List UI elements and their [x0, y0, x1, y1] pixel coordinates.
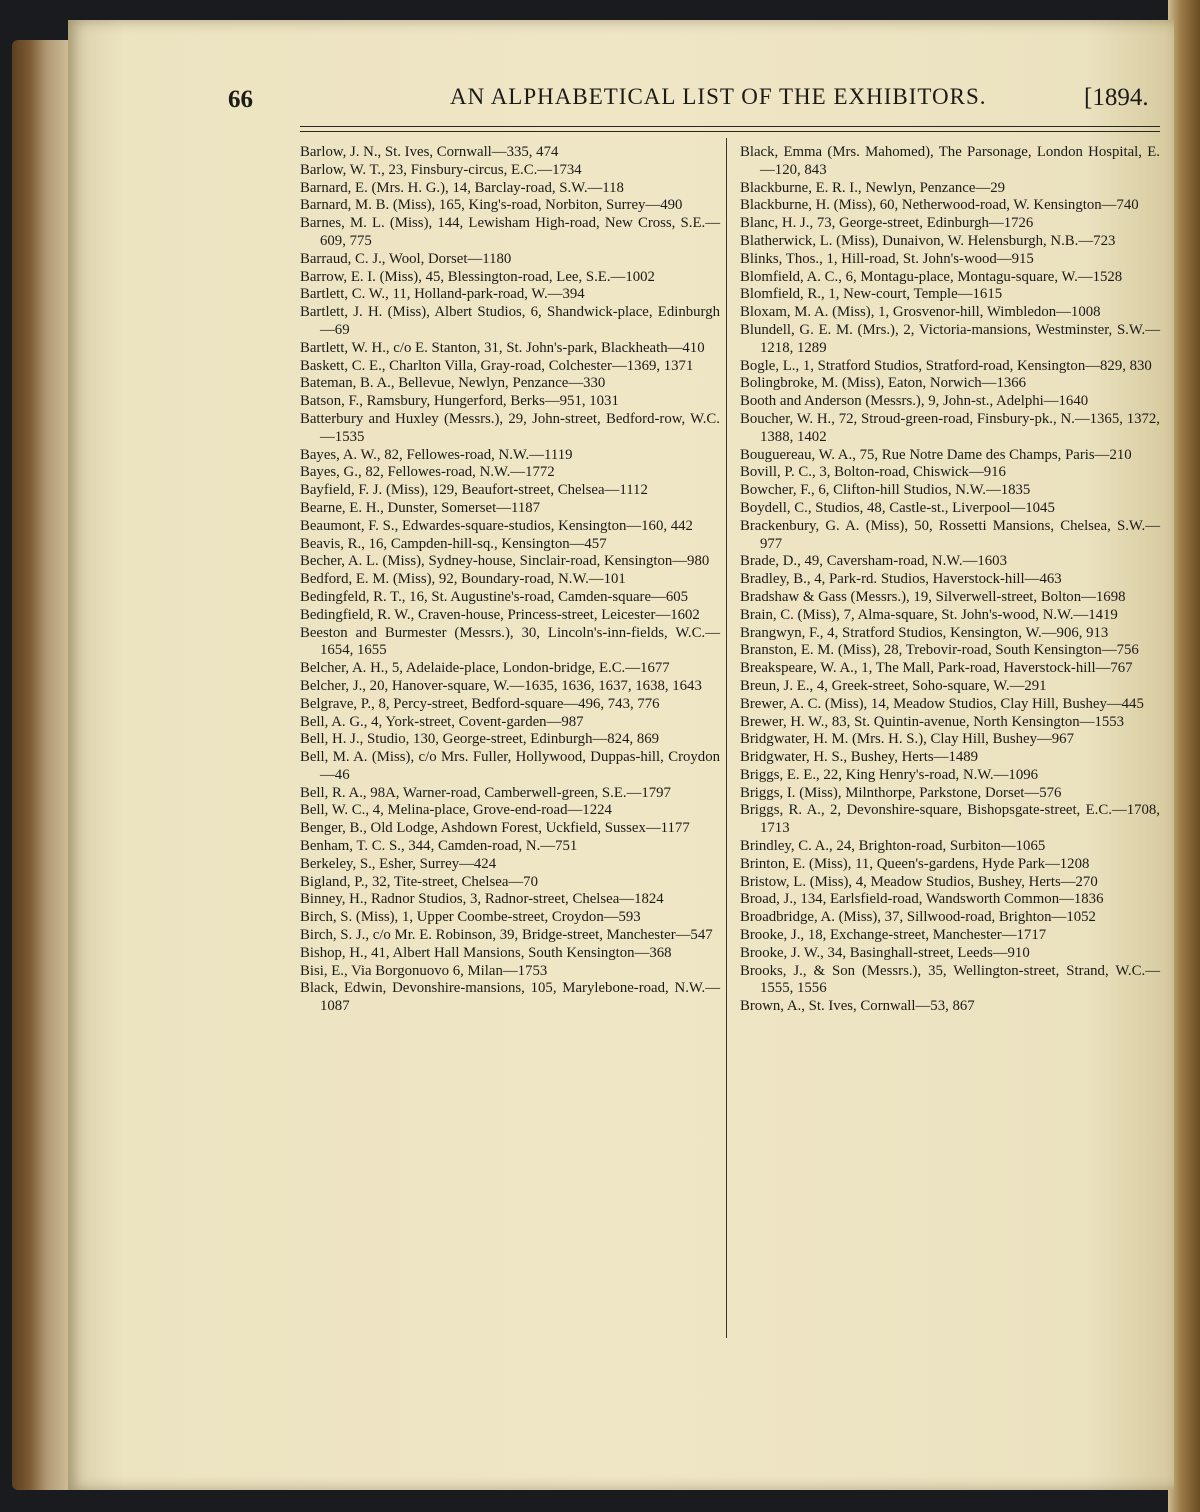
- exhibitor-entry: Booth and Anderson (Messrs.), 9, John-st., Adelphi—1640: [740, 393, 1089, 410]
- exhibitor-entry: Baskett, C. E., Charlton Villa, Gray-road, Colchester—1369, 1371: [300, 357, 694, 374]
- exhibitor-entry: Barrow, E. I. (Miss), 45, Blessington-road, Lee, S.E.—1002: [300, 268, 655, 285]
- exhibitor-entry: Binney, H., Radnor Studios, 3, Radnor-street, Chelsea—1824: [300, 891, 664, 908]
- exhibitor-entry: Bisi, E., Via Borgonuovo 6, Milan—1753: [300, 962, 548, 979]
- exhibitor-entry: Barraud, C. J., Wool, Dorset—1180: [300, 250, 512, 267]
- exhibitor-entry: Bartlett, J. H. (Miss), Albert Studios, 6, Shandwick-place, Edinburgh—69: [300, 304, 720, 338]
- exhibitor-entry: Bell, M. A. (Miss), c/o Mrs. Fuller, Hollywood, Duppas-hill, Croydon—46: [300, 749, 720, 783]
- exhibitor-entry: Brain, C. (Miss), 7, Alma-square, St. John's-wood, N.W.—1419: [740, 606, 1118, 623]
- exhibitor-entry: Bayes, A. W., 82, Fellowes-road, N.W.—1119: [300, 446, 573, 463]
- exhibitor-entry: Bell, A. G., 4, York-street, Covent-garden—987: [300, 713, 584, 730]
- page-number: 66: [228, 86, 253, 113]
- exhibitor-entry: Bartlett, W. H., c/o E. Stanton, 31, St. John's-park, Blackheath—410: [300, 339, 705, 356]
- exhibitor-entry: Bell, H. J., Studio, 130, George-street, Edinburgh—824, 869: [300, 731, 660, 748]
- exhibitor-entry: Belgrave, P., 8, Percy-street, Bedford-square—496, 743, 776: [300, 695, 660, 712]
- exhibitor-entry: Bloxam, M. A. (Miss), 1, Grosvenor-hill, Wimbledon—1008: [740, 304, 1101, 321]
- running-head: AN ALPHABETICAL LIST OF THE EXHIBITORS.: [450, 84, 987, 109]
- exhibitor-entry: Brooke, J., 18, Exchange-street, Manchester—1717: [740, 927, 1047, 944]
- exhibitor-entry: Blackburne, H. (Miss), 60, Netherwood-road, W. Kensington—740: [740, 197, 1139, 214]
- exhibitor-entry: Bogle, L., 1, Stratford Studios, Stratford-road, Kensington—829, 830: [740, 357, 1152, 374]
- exhibitor-entry: Briggs, I. (Miss), Milnthorpe, Parkstone, Dorset—576: [740, 784, 1062, 801]
- exhibitor-entry: Bateman, B. A., Bellevue, Newlyn, Penzance—330: [300, 375, 606, 392]
- exhibitor-entry: Beaumont, F. S., Edwardes-square-studios, Kensington—160, 442: [300, 517, 693, 534]
- exhibitor-entry: Barlow, W. T., 23, Finsbury-circus, E.C.—1734: [300, 161, 582, 178]
- exhibitor-entry: Bradshaw & Gass (Messrs.), 19, Silverwell-street, Bolton—1698: [740, 588, 1126, 605]
- left-column: [300, 144, 720, 1016]
- exhibitor-entry: Boydell, C., Studios, 48, Castle-st., Liverpool—1045: [740, 499, 1055, 516]
- exhibitor-entry: Berkeley, S., Esher, Surrey—424: [300, 855, 497, 872]
- exhibitor-entry: Breakspeare, W. A., 1, The Mall, Park-road, Haverstock-hill—767: [740, 660, 1133, 677]
- exhibitor-entry: Bolingbroke, M. (Miss), Eaton, Norwich—1366: [740, 375, 1027, 392]
- exhibitor-entry: Branston, E. M. (Miss), 28, Trebovir-road, South Kensington—756: [740, 642, 1139, 659]
- exhibitor-entry: Becher, A. L. (Miss), Sydney-house, Sinclair-road, Kensington—980: [300, 553, 710, 570]
- exhibitor-entry: Briggs, R. A., 2, Devonshire-square, Bishopsgate-street, E.C.—1708, 1713: [740, 802, 1160, 837]
- exhibitor-entry: Brewer, H. W., 83, St. Quintin-avenue, North Kensington—1553: [740, 713, 1125, 730]
- exhibitor-entry: Broadbridge, A. (Miss), 37, Sillwood-road, Brighton—1052: [740, 909, 1096, 926]
- exhibitor-entry: Briggs, E. E., 22, King Henry's-road, N.W.—1096: [740, 766, 1039, 783]
- column-divider: [726, 138, 727, 1338]
- exhibitor-entry: Brackenbury, G. A. (Miss), 50, Rossetti Mansions, Chelsea, S.W.—977: [740, 517, 1160, 552]
- exhibitor-entry: Birch, S. (Miss), 1, Upper Coombe-street, Croydon—593: [300, 909, 641, 926]
- exhibitor-entry: Bishop, H., 41, Albert Hall Mansions, South Kensington—368: [300, 944, 672, 961]
- exhibitor-entry: Bearne, E. H., Dunster, Somerset—1187: [300, 499, 541, 516]
- exhibitor-entry: Brinton, E. (Miss), 11, Queen's-gardens, Hyde Park—1208: [740, 855, 1090, 872]
- exhibitor-entry: Bigland, P., 32, Tite-street, Chelsea—70: [300, 873, 538, 890]
- exhibitor-entry: Barnard, E. (Mrs. H. G.), 14, Barclay-road, S.W.—118: [300, 179, 624, 196]
- exhibitor-entry: Brindley, C. A., 24, Brighton-road, Surbiton—1065: [740, 838, 1046, 855]
- exhibitor-entry: Bayfield, F. J. (Miss), 129, Beaufort-street, Chelsea—1112: [300, 482, 648, 499]
- exhibitor-entry: Bayes, G., 82, Fellowes-road, N.W.—1772: [300, 464, 555, 481]
- exhibitor-entry: Barnard, M. B. (Miss), 165, King's-road, Norbiton, Surrey—490: [300, 197, 683, 214]
- exhibitor-entry: Belcher, A. H., 5, Adelaide-place, London-bridge, E.C.—1677: [300, 660, 670, 677]
- exhibitor-entry: Black, Edwin, Devonshire-mansions, 105, Marylebone-road, N.W.—1087: [300, 980, 720, 1015]
- exhibitor-entry: Blomfield, R., 1, New-court, Temple—1615: [740, 286, 1003, 303]
- exhibitor-entry: Boucher, W. H., 72, Stroud-green-road, Finsbury-pk., N.—1365, 1372, 1388, 1402: [740, 410, 1160, 445]
- exhibitor-entry: Batterbury and Huxley (Messrs.), 29, John-street, Bedford-row, W.C.—1535: [300, 410, 720, 445]
- exhibitor-entry: Bedford, E. M. (Miss), 92, Boundary-road, N.W.—101: [300, 571, 626, 588]
- exhibitor-entry: Benger, B., Old Lodge, Ashdown Forest, Uckfield, Sussex—1177: [300, 820, 690, 837]
- exhibitor-entry: Beavis, R., 16, Campden-hill-sq., Kensington—457: [300, 535, 607, 552]
- exhibitor-entry: Bartlett, C. W., 11, Holland-park-road, W.—394: [300, 286, 585, 303]
- page-header: [228, 80, 1158, 120]
- exhibitor-entry: Brangwyn, F., 4, Stratford Studios, Kensington, W.—906, 913: [740, 624, 1109, 641]
- year-label: [1894.: [1084, 84, 1149, 111]
- exhibitor-entry: Brown, A., St. Ives, Cornwall—53, 867: [740, 998, 975, 1015]
- exhibitor-entry: Bridgwater, H. S., Bushey, Herts—1489: [740, 749, 979, 766]
- exhibitor-entry: Bristow, L. (Miss), 4, Meadow Studios, Bushey, Herts—270: [740, 873, 1098, 890]
- exhibitor-entry: Barlow, J. N., St. Ives, Cornwall—335, 474: [300, 144, 559, 160]
- header-rule-bottom: [300, 131, 1160, 132]
- exhibitor-entry: Bowcher, F., 6, Clifton-hill Studios, N.W.—1835: [740, 482, 1031, 499]
- exhibitor-entry: Bedingfield, R. W., Craven-house, Princess-street, Leicester—1602: [300, 606, 700, 623]
- exhibitor-entry: Brooke, J. W., 34, Basinghall-street, Leeds—910: [740, 944, 1030, 961]
- header-rule-top: [300, 126, 1160, 127]
- exhibitor-entry: Batson, F., Ramsbury, Hungerford, Berks—951, 1031: [300, 393, 619, 410]
- exhibitor-entry: Breun, J. E., 4, Greek-street, Soho-square, W.—291: [740, 677, 1047, 694]
- exhibitor-entry: Blomfield, A. C., 6, Montagu-place, Montagu-square, W.—1528: [740, 268, 1123, 285]
- right-column: [740, 144, 1160, 1016]
- exhibitor-entry: Bradley, B., 4, Park-rd. Studios, Haverstock-hill—463: [740, 571, 1062, 588]
- exhibitor-entry: Bovill, P. C., 3, Bolton-road, Chiswick—916: [740, 464, 1006, 481]
- exhibitor-entry: Bridgwater, H. M. (Mrs. H. S.), Clay Hill, Bushey—967: [740, 731, 1074, 748]
- exhibitor-entry: Black, Emma (Mrs. Mahomed), The Parsonage, London Hospital, E.—120, 843: [740, 144, 1160, 178]
- exhibitor-entry: Blatherwick, L. (Miss), Dunaivon, W. Helensburgh, N.B.—723: [740, 232, 1116, 249]
- exhibitor-entry: Blundell, G. E. M. (Mrs.), 2, Victoria-mansions, Westminster, S.W.—1218, 1289: [740, 321, 1160, 356]
- exhibitor-entry: Brade, D., 49, Caversham-road, N.W.—1603: [740, 553, 1007, 570]
- exhibitor-entry: Brewer, A. C. (Miss), 14, Meadow Studios, Clay Hill, Bushey—445: [740, 695, 1144, 712]
- exhibitor-entry: Broad, J., 134, Earlsfield-road, Wandsworth Common—1836: [740, 891, 1104, 908]
- exhibitor-entry: Benham, T. C. S., 344, Camden-road, N.—751: [300, 838, 578, 855]
- book-spine-edge: [12, 40, 70, 1490]
- exhibitor-entry: Beeston and Burmester (Messrs.), 30, Lincoln's-inn-fields, W.C.—1654, 1655: [300, 624, 720, 659]
- exhibitor-entry: Belcher, J., 20, Hanover-square, W.—1635, 1636, 1637, 1638, 1643: [300, 677, 702, 694]
- exhibitor-entry: Bedingfeld, R. T., 16, St. Augustine's-road, Camden-square—605: [300, 588, 689, 605]
- exhibitor-entry: Barnes, M. L. (Miss), 144, Lewisham High-road, New Cross, S.E.—609, 775: [300, 215, 720, 249]
- exhibitor-entry: Blackburne, E. R. I., Newlyn, Penzance—29: [740, 179, 1006, 196]
- exhibitor-entry: Bell, W. C., 4, Melina-place, Grove-end-road—1224: [300, 802, 612, 819]
- exhibitor-entry: Brooks, J., & Son (Messrs.), 35, Wellington-street, Strand, W.C.—1555, 1556: [740, 962, 1160, 997]
- exhibitor-entry: Blanc, H. J., 73, George-street, Edinburgh—1726: [740, 215, 1034, 232]
- exhibitor-entry: Bell, R. A., 98A, Warner-road, Camberwell-green, S.E.—1797: [300, 784, 671, 801]
- exhibitor-entry: Blinks, Thos., 1, Hill-road, St. John's-wood—915: [740, 250, 1034, 267]
- exhibitor-entry: Bouguereau, W. A., 75, Rue Notre Dame des Champs, Paris—210: [740, 446, 1132, 463]
- exhibitor-entry: Birch, S. J., c/o Mr. E. Robinson, 39, Bridge-street, Manchester—547: [300, 927, 713, 944]
